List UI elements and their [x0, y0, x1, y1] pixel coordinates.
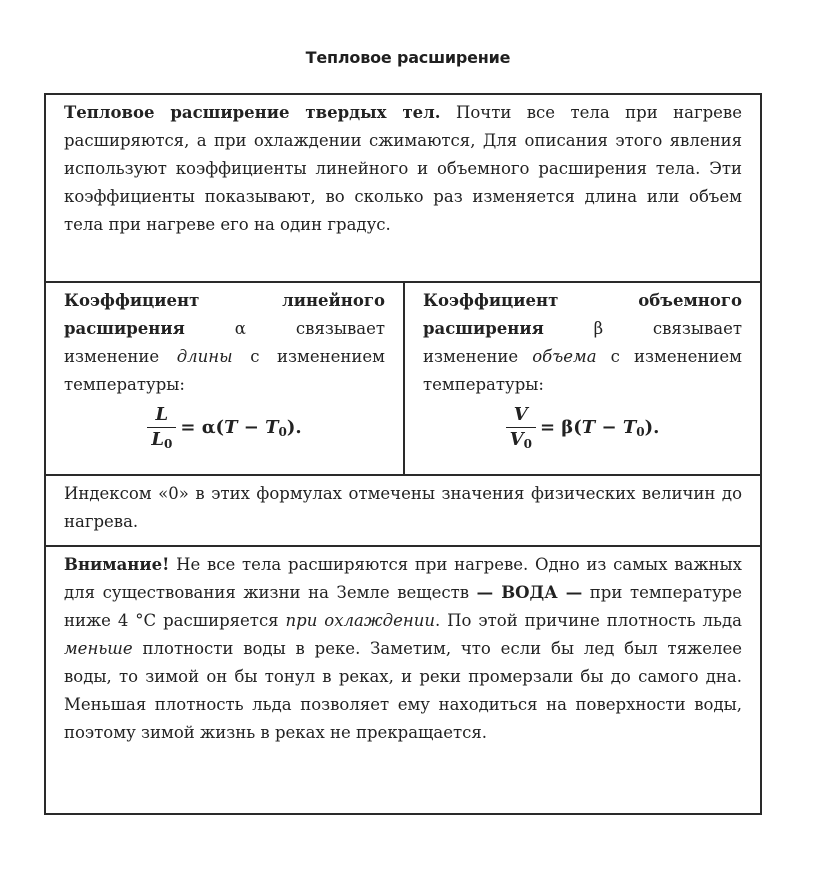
linear-fraction [147, 403, 176, 452]
volume-text-2: с изменением температуры: [423, 347, 742, 394]
linear-text-1: связывает изменение [64, 319, 385, 366]
index-note-text: Индексом «0» в этих формулах отмечены значения физических величин до нагрева. [64, 484, 742, 531]
volume-italic: объема [532, 347, 597, 366]
linear-coefficient-text [64, 287, 385, 399]
attention-part-2: при температуре ниже 4 °С расширяется [64, 583, 742, 630]
volume-fraction [506, 403, 536, 452]
info-table [44, 93, 762, 815]
attention-heading: Внимание! [64, 555, 170, 574]
attention-text [46, 547, 760, 747]
attention-italic-1: при охлаждении [285, 611, 435, 630]
row-solid-expansion [46, 95, 760, 281]
attention-italic-2: меньше [64, 639, 133, 658]
volume-heading: Коэффициент объемного расширения [423, 291, 742, 338]
attention-part-3: . По этой причине плотность льда [434, 611, 742, 630]
volume-coefficient-text [423, 287, 742, 399]
beta-symbol: β [593, 319, 604, 338]
solid-expansion-heading: Тепловое расширение твердых тел. [64, 103, 441, 122]
volume-formula [423, 403, 742, 452]
attention-part-1: Не все тела расширяются при нагреве. Одно из самых важных для существования жизни на Земле веществ [64, 555, 742, 602]
attention-part-4: плотности воды в реке. Заметим, что если бы лед был тяжелее воды, то зимой он бы тонул в реках, и реки промерзали бы до самого дна. Меньшая плотность льда позволяет ему находиться на поверхности воды, поэтому зимой жизнь в реках не прекращается. [64, 639, 742, 742]
solid-expansion-body: Почти все тела при нагреве расширяются, а при охлаждении сжимаются, Для описания этого явления используют коэффициенты линейного и объемного расширения тела. Эти коэффициенты показывают, во сколько раз изменяется длина или объем тела при нагреве его на один градус. [64, 103, 742, 234]
linear-italic: длины [176, 347, 233, 366]
volume-coefficient-cell [405, 283, 760, 474]
row-coefficients [46, 281, 760, 474]
page-title: Тепловое расширение [305, 48, 511, 67]
linear-text-2: с изменением температуры: [64, 347, 385, 394]
linear-numerator: L [155, 404, 169, 425]
linear-rhs: = $\alpha(T - T_0)$. [180, 416, 302, 439]
alpha-symbol: α [234, 319, 246, 338]
volume-denominator: $V_0$ [506, 427, 536, 452]
linear-formula [64, 403, 385, 452]
volume-rhs: = $\beta(T - T_0)$. [539, 416, 660, 439]
row-index-note [46, 474, 760, 545]
linear-heading: Коэффициент линейного расширения [64, 291, 385, 338]
solid-expansion-text [46, 95, 760, 239]
volume-text-1: связывает изменение [423, 319, 742, 366]
linear-denominator: $L_0$ [147, 427, 176, 452]
linear-coefficient-cell [46, 283, 405, 474]
water-emphasis: — ВОДА — [476, 583, 583, 602]
row-attention [46, 545, 760, 813]
volume-numerator: V [513, 404, 528, 425]
